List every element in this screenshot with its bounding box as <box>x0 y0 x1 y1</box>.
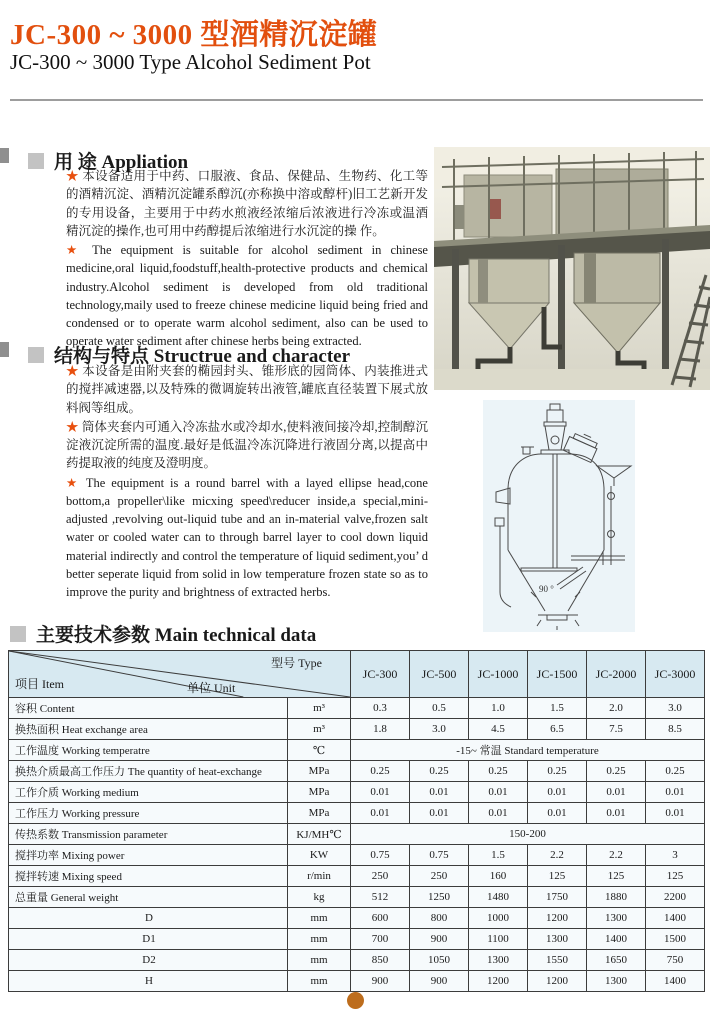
model-header-cell: JC-3000 <box>646 651 705 698</box>
table-row <box>9 887 705 908</box>
row-unit: mm <box>288 950 351 971</box>
star-icon: ★ <box>66 169 79 183</box>
row-value: 0.01 <box>351 782 410 803</box>
table-row <box>9 866 705 887</box>
row-value: 0.01 <box>587 803 646 824</box>
star-icon: ★ <box>66 475 81 490</box>
row-unit: mm <box>288 971 351 992</box>
row-item-label: D1 <box>9 929 288 950</box>
structure-paragraph-en: ★ The equipment is a round barrel with a layed ellipse head,cone bottom,a propeller\like micxing speed\reducer inside,a special,mini-adjusted ,revolving out-liquid tube and an in-material valve,frozen salt water or cooled water can to through barrel layer to cool down liquid material indirectly and control the temperature of liquid sediment,you’ d better seperate liquid from solid in low temperature frozen state so as to improve the purity and brightness of extracted herbs. <box>66 475 428 599</box>
vessel-diagram <box>483 400 635 632</box>
row-span-value: -15~ 常温 Standard temperature <box>351 740 705 761</box>
row-value: 512 <box>351 887 410 908</box>
row-value: 1200 <box>528 908 587 929</box>
star-icon: ★ <box>66 364 79 378</box>
row-item-label: 工作温度 Working temperatre <box>9 740 288 761</box>
row-unit: ℃ <box>288 740 351 761</box>
row-item-label: 搅拌转速 Mixing speed <box>9 866 288 887</box>
row-value: 0.75 <box>351 845 410 866</box>
page-title-en: JC-300 ~ 3000 Type Alcohol Sediment Pot <box>10 50 371 74</box>
table-row <box>9 803 705 824</box>
row-item-label: 换热面积 Heat exchange area <box>9 719 288 740</box>
star-icon: ★ <box>66 419 79 434</box>
row-item-label: 传热系数 Transmission parameter <box>9 824 288 845</box>
row-unit: m³ <box>288 719 351 740</box>
row-value: 0.25 <box>469 761 528 782</box>
row-item-label: D2 <box>9 950 288 971</box>
row-value: 0.25 <box>410 761 469 782</box>
row-item-label: 换热介质最高工作压力 The quantity of heat-exchange <box>9 761 288 782</box>
table-row <box>9 971 705 992</box>
model-header-cell: JC-300 <box>351 651 410 698</box>
row-item-label: 容积 Content <box>9 698 288 719</box>
star-icon: ★ <box>66 243 84 257</box>
table-row <box>9 698 705 719</box>
row-unit: MPa <box>288 803 351 824</box>
row-value: 1500 <box>646 929 705 950</box>
model-header-cell: JC-1000 <box>469 651 528 698</box>
row-value: 0.01 <box>410 803 469 824</box>
technical-data-table <box>8 650 705 992</box>
row-value: 7.5 <box>587 719 646 740</box>
row-value: 250 <box>410 866 469 887</box>
page-edge-mark <box>0 342 9 357</box>
tech-table-body <box>9 698 705 992</box>
page-edge-mark <box>0 148 9 163</box>
row-value: 0.01 <box>469 782 528 803</box>
row-value: 1.0 <box>469 698 528 719</box>
row-value: 0.25 <box>351 761 410 782</box>
row-value: 0.25 <box>587 761 646 782</box>
row-value: 1400 <box>646 971 705 992</box>
row-value: 600 <box>351 908 410 929</box>
row-value: 0.75 <box>410 845 469 866</box>
section-square-icon <box>28 347 44 363</box>
row-value: 0.01 <box>351 803 410 824</box>
row-value: 2.0 <box>587 698 646 719</box>
row-unit: MPa <box>288 761 351 782</box>
row-value: 1.8 <box>351 719 410 740</box>
row-item-label: 总重量 General weight <box>9 887 288 908</box>
row-unit: KJ/MH℃ <box>288 824 351 845</box>
row-value: 900 <box>410 971 469 992</box>
row-value: 2200 <box>646 887 705 908</box>
row-value: 800 <box>410 908 469 929</box>
equipment-photo <box>434 147 710 390</box>
model-header-cell: JC-500 <box>410 651 469 698</box>
corner-label-unit: 单位 Unit <box>187 681 236 695</box>
table-row <box>9 845 705 866</box>
row-value: 2.2 <box>587 845 646 866</box>
table-header-row <box>9 651 705 698</box>
section-technical-heading <box>10 620 316 647</box>
row-value: 8.5 <box>646 719 705 740</box>
table-row <box>9 929 705 950</box>
table-corner-cell <box>9 651 351 698</box>
row-value: 1880 <box>587 887 646 908</box>
row-value: 6.5 <box>528 719 587 740</box>
row-item-label: 工作压力 Working pressure <box>9 803 288 824</box>
row-value: 1100 <box>469 929 528 950</box>
row-unit: r/min <box>288 866 351 887</box>
row-span-value: 150-200 <box>351 824 705 845</box>
row-value: 900 <box>410 929 469 950</box>
table-row <box>9 824 705 845</box>
table-row <box>9 908 705 929</box>
row-value: 1250 <box>410 887 469 908</box>
row-value: 1300 <box>587 908 646 929</box>
row-value: 1200 <box>528 971 587 992</box>
section-technical-title: 主要技术参数 Main technical data <box>36 625 317 646</box>
row-unit: mm <box>288 929 351 950</box>
row-value: 1050 <box>410 950 469 971</box>
row-value: 0.25 <box>528 761 587 782</box>
table-row <box>9 782 705 803</box>
row-value: 1480 <box>469 887 528 908</box>
row-item-label: 工作介质 Working medium <box>9 782 288 803</box>
row-value: 3 <box>646 845 705 866</box>
row-value: 1650 <box>587 950 646 971</box>
section-square-icon <box>28 153 44 169</box>
section-structure-title: 结构与特点 Structrue and character <box>54 346 351 367</box>
row-value: 3.0 <box>646 698 705 719</box>
row-value: 1300 <box>469 950 528 971</box>
row-value: 750 <box>646 950 705 971</box>
row-value: 1.5 <box>528 698 587 719</box>
row-unit: m³ <box>288 698 351 719</box>
row-value: 0.3 <box>351 698 410 719</box>
title-divider <box>10 99 703 101</box>
row-item-label: 搅拌功率 Mixing power <box>9 845 288 866</box>
row-value: 700 <box>351 929 410 950</box>
row-value: 0.5 <box>410 698 469 719</box>
row-value: 1300 <box>587 971 646 992</box>
row-item-label: H <box>9 971 288 992</box>
row-value: 250 <box>351 866 410 887</box>
structure-paragraph1-cn: ★ 本设备是由附夹套的椭园封头、锥形底的园筒体、内装推进式的搅拌减速器,以及特殊的微调旋转出液管,罐底直径装置下展式放料阀等组成。 <box>66 364 428 415</box>
row-value: 4.5 <box>469 719 528 740</box>
table-row <box>9 761 705 782</box>
model-header-cell: JC-2000 <box>587 651 646 698</box>
row-value: 160 <box>469 866 528 887</box>
application-text <box>66 167 428 352</box>
structure-text <box>66 362 428 602</box>
equipment-photo-graphic <box>434 147 710 390</box>
row-value: 0.01 <box>646 803 705 824</box>
row-value: 1400 <box>646 908 705 929</box>
table-row <box>9 740 705 761</box>
row-value: 1200 <box>469 971 528 992</box>
row-value: 0.01 <box>528 782 587 803</box>
table-row <box>9 950 705 971</box>
row-value: 0.01 <box>410 782 469 803</box>
row-value: 0.01 <box>646 782 705 803</box>
table-row <box>9 719 705 740</box>
corner-label-type: 型号 Type <box>271 656 322 670</box>
row-value: 1550 <box>528 950 587 971</box>
row-value: 900 <box>351 971 410 992</box>
row-unit: MPa <box>288 782 351 803</box>
row-value: 0.01 <box>469 803 528 824</box>
page-number-dot <box>347 992 364 1009</box>
row-value: 125 <box>646 866 705 887</box>
row-unit: mm <box>288 908 351 929</box>
row-value: 125 <box>587 866 646 887</box>
row-value: 125 <box>528 866 587 887</box>
row-value: 850 <box>351 950 410 971</box>
model-header-cell: JC-1500 <box>528 651 587 698</box>
row-value: 0.01 <box>587 782 646 803</box>
section-application-title: 用 途 Appliation <box>54 152 189 173</box>
row-value: 0.01 <box>528 803 587 824</box>
row-unit: KW <box>288 845 351 866</box>
row-item-label: D <box>9 908 288 929</box>
cone-angle-label: 90 ° <box>539 584 554 594</box>
row-value: 1750 <box>528 887 587 908</box>
vessel-diagram-graphic <box>483 400 635 632</box>
row-value: 2.2 <box>528 845 587 866</box>
row-unit: kg <box>288 887 351 908</box>
row-value: 0.25 <box>646 761 705 782</box>
row-value: 1.5 <box>469 845 528 866</box>
row-value: 1400 <box>587 929 646 950</box>
application-paragraph-cn: ★ 本设备适用于中药、口服液、食品、保健品、生物药、化工等的酒精沉淀、酒精沉淀罐系醇沉(亦称换中溶或醇杆)旧工艺新开发的专用设备，主要用于中药水煎液经浓缩后浓液进行冷冻或温酒精沉淀的操作,也可用中药醇提后浓缩进行水沉淀的操 作。 <box>66 169 428 238</box>
row-value: 1000 <box>469 908 528 929</box>
corner-label-item: 项目 Item <box>15 677 64 691</box>
row-value: 1300 <box>528 929 587 950</box>
application-paragraph-en: ★ The equipment is suitable for alcohol sediment in chinese medicine,oral liquid,foodstuff,health-protective products and chemical industry.Alcohol sediment is developed from old traditional technology,maily used to freeze chinese medicine liquid being fried and condensed or to operate warm alcohol sediment, also can be used to operate water sediment after chinese herbs being extracted. <box>66 243 428 349</box>
section-square-icon <box>10 626 26 642</box>
page-title-cn: JC-300 ~ 3000 型酒精沉淀罐 <box>10 19 378 51</box>
row-value: 3.0 <box>410 719 469 740</box>
structure-paragraph2-cn: ★ 筒体夹套内可通入冷冻盐水或冷却水,使料液间接冷却,控制醇沉淀液沉淀所需的温度.最好是低温冷冻沉降进行液固分离,以提高中药提取液的纯度及澄明度。 <box>66 419 428 471</box>
